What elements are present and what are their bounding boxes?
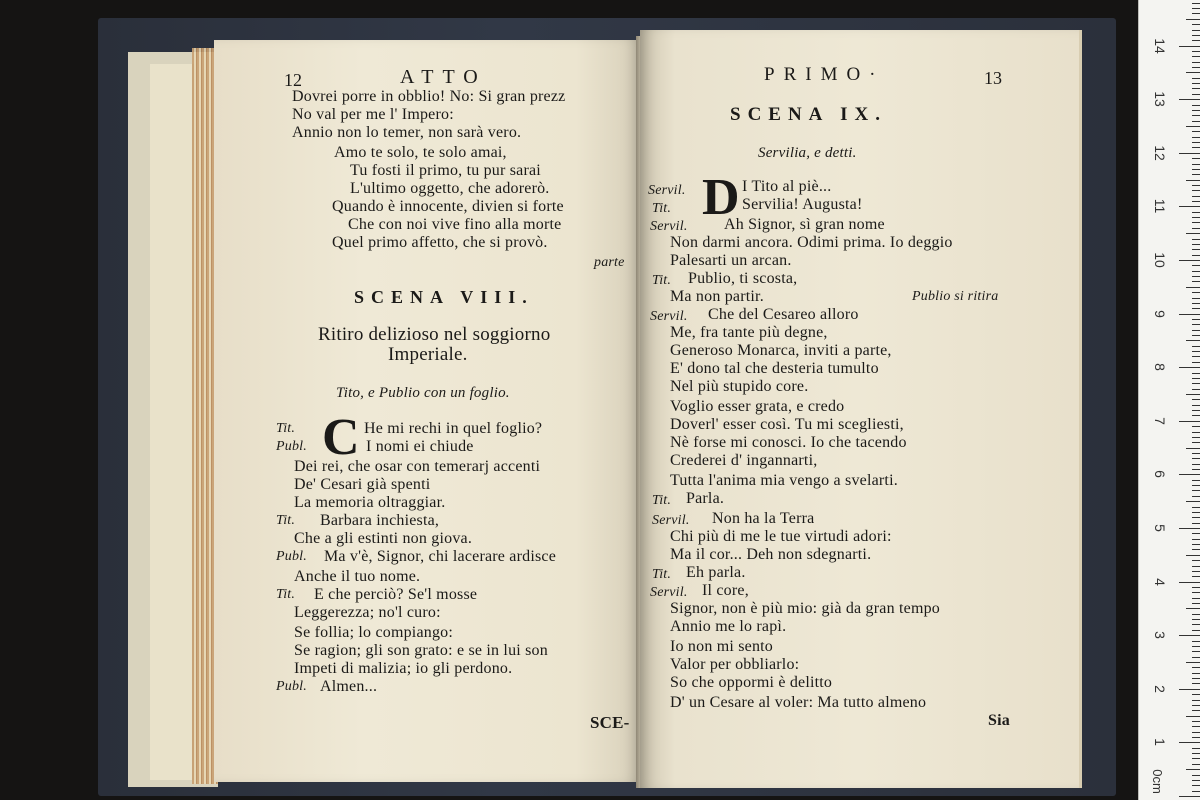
ruler-tick	[1186, 501, 1200, 502]
ruler-tick	[1192, 726, 1200, 727]
character-list: Servilia, e detti.	[758, 145, 857, 161]
dialogue-line: Nel più stupido core.	[670, 378, 809, 395]
ruler-tick	[1192, 351, 1200, 352]
ruler-tick	[1192, 239, 1200, 240]
ruler-tick	[1192, 147, 1200, 148]
ruler-tick	[1192, 758, 1200, 759]
ruler-tick	[1192, 566, 1200, 567]
ruler-tick	[1192, 335, 1200, 336]
speaker: Tit.	[276, 587, 296, 602]
dialogue-line: E che perciò? Se'l mosse	[314, 586, 478, 603]
ruler-tick	[1192, 469, 1200, 470]
ruler-tick	[1192, 373, 1200, 374]
ruler-tick	[1192, 8, 1200, 9]
speaker: Publ.	[276, 439, 307, 454]
ruler-tick	[1192, 657, 1200, 658]
ruler-tick	[1192, 383, 1200, 384]
speaker: Tit.	[276, 513, 296, 528]
ruler-tick	[1192, 651, 1200, 652]
ruler-tick	[1192, 791, 1200, 792]
scene-title: SCENA IX.	[730, 104, 887, 125]
running-header: PRIMO·	[764, 64, 885, 85]
ruler-tick	[1192, 121, 1200, 122]
ruler-tick	[1192, 619, 1200, 620]
ruler-tick	[1192, 137, 1200, 138]
ruler-number: 9	[1152, 309, 1168, 318]
dialogue-line: Impeti di malizia; io gli perdono.	[294, 660, 513, 677]
ruler-tick	[1192, 362, 1200, 363]
text-line: Che con noi vive fino alla morte	[348, 216, 562, 233]
catchword: Sia	[988, 712, 1010, 729]
ruler-tick	[1186, 233, 1200, 234]
dialogue-line: Ma non partir.	[670, 288, 764, 305]
ruler-tick	[1192, 646, 1200, 647]
dialogue-line: He mi rechi in quel foglio?	[364, 420, 543, 437]
ruler-number: 10	[1152, 252, 1168, 268]
text-line: Annio non lo temer, non sarà vero.	[292, 124, 522, 141]
ruler-tick	[1192, 24, 1200, 25]
dialogue-line: Voglio esser grata, e credo	[670, 398, 845, 415]
ruler-tick	[1192, 212, 1200, 213]
ruler-tick	[1192, 737, 1200, 738]
speaker: Publ.	[276, 549, 307, 564]
dialogue-line: Che del Cesareo alloro	[708, 306, 859, 323]
dialogue-line: Eh parla.	[686, 564, 746, 581]
ruler-tick	[1192, 748, 1200, 749]
dropcap: C	[322, 409, 360, 466]
running-header: ATTO	[400, 66, 487, 88]
dialogue-line: Nè forse mi conosci. Io che tacendo	[670, 434, 907, 451]
ruler-tick	[1192, 56, 1200, 57]
text-line: Dovrei porre in obblio! No: Si gran prezz	[292, 88, 566, 105]
ruler-tick	[1179, 796, 1200, 797]
ruler-tick	[1192, 110, 1200, 111]
ruler-tick	[1192, 641, 1200, 642]
dialogue-line: De' Cesari già spenti	[294, 476, 431, 493]
ruler-tick	[1192, 78, 1200, 79]
ruler-tick	[1192, 62, 1200, 63]
ruler-tick	[1192, 105, 1200, 106]
ruler-tick	[1192, 775, 1200, 776]
ruler-tick	[1186, 180, 1200, 181]
ruler-tick	[1192, 673, 1200, 674]
dialogue-line: Signor, non è più mio: già da gran tempo	[670, 600, 940, 617]
ruler-tick	[1179, 474, 1200, 475]
dialogue-line: Barbara inchiesta,	[320, 512, 440, 529]
ruler-tick	[1192, 624, 1200, 625]
text-line: Tu fosti il primo, tu pur sarai	[350, 162, 541, 179]
ruler-tick	[1192, 426, 1200, 427]
measuring-ruler	[1138, 0, 1200, 800]
dialogue-line: I Tito al piè...	[742, 178, 832, 195]
dialogue-line: Leggerezza; no'l curo:	[294, 604, 441, 621]
dialogue-line: Doverl' esser così. Tu mi scegliesti,	[670, 416, 904, 433]
ruler-tick	[1192, 785, 1200, 786]
dialogue-line: Anche il tuo nome.	[294, 568, 421, 585]
ruler-tick	[1179, 421, 1200, 422]
ruler-tick	[1192, 308, 1200, 309]
ruler-tick	[1192, 560, 1200, 561]
ruler-tick	[1192, 249, 1200, 250]
ruler-tick	[1192, 185, 1200, 186]
dialogue-line: Non ha la Terra	[712, 510, 815, 527]
dropcap: D	[702, 169, 740, 226]
ruler-tick	[1179, 46, 1200, 47]
ruler-tick	[1192, 298, 1200, 299]
ruler-tick	[1192, 667, 1200, 668]
ruler-tick	[1192, 721, 1200, 722]
dialogue-line: Crederei d' ingannarti,	[670, 452, 818, 469]
ruler-tick	[1192, 683, 1200, 684]
dialogue-line: Almen...	[320, 678, 378, 695]
dialogue-line: Dei rei, che osar con temerarj accenti	[294, 458, 541, 475]
ruler-tick	[1192, 51, 1200, 52]
ruler-tick	[1186, 287, 1200, 288]
ruler-tick	[1179, 635, 1200, 636]
ruler-tick	[1192, 496, 1200, 497]
ruler-tick	[1192, 464, 1200, 465]
ruler-tick	[1192, 694, 1200, 695]
ruler-tick	[1192, 378, 1200, 379]
catchword: SCE-	[590, 713, 630, 732]
ruler-number	[1152, 0, 1168, 5]
ruler-tick	[1179, 260, 1200, 261]
ruler-tick	[1192, 174, 1200, 175]
ruler-number: 2	[1152, 684, 1168, 693]
dialogue-line: Servilia! Augusta!	[742, 196, 863, 213]
ruler-tick	[1179, 314, 1200, 315]
ruler-tick	[1179, 367, 1200, 368]
ruler-tick	[1192, 592, 1200, 593]
ruler-number: 6	[1152, 470, 1168, 479]
text-line: Quando è innocente, divien si forte	[332, 198, 564, 215]
left-page	[214, 40, 640, 782]
ruler-tick	[1192, 571, 1200, 572]
dialogue-line: Ma il cor... Deh non sdegnarti.	[670, 546, 872, 563]
text-line: Amo te solo, te solo amai,	[334, 144, 507, 161]
ruler-unit: 0cm	[1149, 769, 1165, 794]
ruler-tick	[1192, 164, 1200, 165]
speaker: Tit.	[276, 421, 296, 436]
ruler-tick	[1186, 448, 1200, 449]
ruler-tick	[1192, 598, 1200, 599]
ruler-tick	[1192, 415, 1200, 416]
dialogue-line: Che a gli estinti non giova.	[294, 530, 473, 547]
dialogue-line: Generoso Monarca, inviti a parte,	[670, 342, 892, 359]
ruler-tick	[1179, 742, 1200, 743]
ruler-tick	[1192, 710, 1200, 711]
ruler-tick	[1192, 196, 1200, 197]
page-number: 13	[984, 68, 1002, 88]
ruler-tick	[1192, 442, 1200, 443]
ruler-number: 7	[1152, 416, 1168, 425]
ruler-tick	[1179, 99, 1200, 100]
dialogue-line: Ah Signor, sì gran nome	[724, 216, 885, 233]
setting-line: Ritiro delizioso nel soggiorno	[318, 324, 551, 345]
dialogue-line: D' un Cesare al voler: Ma tutto almeno	[670, 694, 927, 711]
ruler-tick	[1192, 115, 1200, 116]
ruler-tick	[1192, 539, 1200, 540]
dialogue-line: Publio, ti scosta,	[688, 270, 798, 287]
dialogue-line: Valor per obbliarlo:	[670, 656, 800, 673]
ruler-tick	[1192, 764, 1200, 765]
setting-line: Imperiale.	[388, 344, 468, 365]
ruler-tick	[1192, 523, 1200, 524]
speaker: Servil.	[650, 309, 688, 324]
ruler-tick	[1192, 303, 1200, 304]
dialogue-line: Ma v'è, Signor, chi lacerare ardisce	[324, 548, 557, 565]
ruler-number: 4	[1152, 577, 1168, 586]
ruler-tick	[1192, 255, 1200, 256]
scene-title: SCENA VIII.	[354, 287, 534, 307]
ruler-number: 12	[1152, 145, 1168, 161]
ruler-tick	[1192, 614, 1200, 615]
ruler-tick	[1179, 689, 1200, 690]
speaker: Tit.	[652, 493, 672, 508]
ruler-tick	[1192, 265, 1200, 266]
ruler-tick	[1192, 40, 1200, 41]
speaker: Publ.	[276, 679, 307, 694]
dialogue-line: La memoria oltraggiar.	[294, 494, 446, 511]
ruler-tick	[1186, 126, 1200, 127]
ruler-tick	[1186, 340, 1200, 341]
ruler-tick	[1192, 544, 1200, 545]
ruler-number: 1	[1152, 738, 1168, 747]
ruler-tick	[1192, 587, 1200, 588]
ruler-tick	[1186, 19, 1200, 20]
ruler-tick	[1192, 630, 1200, 631]
ruler-tick	[1192, 217, 1200, 218]
ruler-number: 14	[1152, 37, 1168, 54]
page-number: 12	[284, 70, 302, 90]
ruler-tick	[1192, 437, 1200, 438]
ruler-tick	[1192, 190, 1200, 191]
ruler-tick	[1192, 319, 1200, 320]
ruler-tick	[1192, 228, 1200, 229]
text-line: L'ultimo oggetto, che adorerò.	[350, 180, 550, 197]
dialogue-line: Chi più di me le tue virtudi adori:	[670, 528, 892, 545]
ruler-tick	[1192, 330, 1200, 331]
ruler-tick	[1186, 394, 1200, 395]
text-line: No val per me l' Impero:	[292, 106, 454, 123]
ruler-tick	[1192, 603, 1200, 604]
ruler-tick	[1192, 169, 1200, 170]
ruler-tick	[1192, 142, 1200, 143]
speaker: Servil.	[650, 585, 688, 600]
ruler-tick	[1192, 30, 1200, 31]
ruler-tick	[1192, 753, 1200, 754]
ruler-tick	[1192, 346, 1200, 347]
ruler-tick	[1192, 324, 1200, 325]
ruler-tick	[1192, 507, 1200, 508]
ruler-tick	[1192, 780, 1200, 781]
ruler-tick	[1192, 271, 1200, 272]
dialogue-line: Non darmi ancora. Odimi prima. Io deggio	[670, 234, 953, 251]
ruler-tick	[1192, 512, 1200, 513]
ruler-tick	[1186, 72, 1200, 73]
stage-direction: Publio si ritira	[912, 289, 999, 304]
ruler-tick	[1192, 244, 1200, 245]
ruler-tick	[1179, 582, 1200, 583]
speaker: Servil.	[652, 513, 690, 528]
ruler-tick	[1192, 485, 1200, 486]
dialogue-line: Se follia; lo compiango:	[294, 624, 453, 641]
ruler-tick	[1192, 83, 1200, 84]
ruler-tick	[1192, 453, 1200, 454]
ruler-tick	[1192, 432, 1200, 433]
dialogue-line: Me, fra tante più degne,	[670, 324, 828, 341]
ruler-tick	[1192, 490, 1200, 491]
text-line: Quel primo affetto, che si provò.	[332, 234, 548, 251]
ruler-tick	[1192, 705, 1200, 706]
dialogue-line: Parla.	[686, 490, 725, 507]
ruler-tick	[1192, 389, 1200, 390]
ruler-tick	[1192, 517, 1200, 518]
dialogue-line: So che oppormi è delitto	[670, 674, 833, 691]
dialogue-line: I nomi ei chiude	[366, 438, 474, 455]
ruler-tick	[1179, 153, 1200, 154]
ruler-tick	[1186, 716, 1200, 717]
ruler-tick	[1192, 67, 1200, 68]
speaker: Servil.	[650, 219, 688, 234]
ruler-number: 8	[1152, 363, 1168, 372]
ruler-tick	[1192, 276, 1200, 277]
ruler-tick	[1192, 131, 1200, 132]
ruler-tick	[1186, 608, 1200, 609]
ruler-tick	[1192, 458, 1200, 459]
right-page	[640, 30, 1082, 788]
ruler-tick	[1192, 158, 1200, 159]
dialogue-line: Tutta l'anima mia vengo a svelarti.	[670, 472, 898, 489]
speaker: Servil.	[648, 183, 686, 198]
stage-direction: parte	[594, 255, 625, 270]
ruler-tick	[1192, 576, 1200, 577]
ruler-tick	[1192, 410, 1200, 411]
ruler-tick	[1192, 700, 1200, 701]
flyleaf-inner	[150, 64, 194, 780]
speaker: Tit.	[652, 273, 672, 288]
ruler-number: 11	[1152, 199, 1168, 214]
ruler-tick	[1192, 549, 1200, 550]
ruler-tick	[1186, 555, 1200, 556]
ruler-tick	[1192, 480, 1200, 481]
ruler-tick	[1192, 356, 1200, 357]
dialogue-line: Se ragion; gli son grato: e se in lui son	[294, 642, 548, 659]
dialogue-line: Io non mi sento	[670, 638, 773, 655]
ruler-tick	[1192, 678, 1200, 679]
ruler-tick	[1192, 35, 1200, 36]
ruler-number: 3	[1152, 631, 1168, 640]
ruler-number: 13	[1152, 91, 1168, 107]
ruler-tick	[1192, 94, 1200, 95]
speaker: Tit.	[652, 201, 672, 216]
ruler-tick	[1192, 533, 1200, 534]
ruler-tick	[1192, 201, 1200, 202]
ruler-tick	[1186, 662, 1200, 663]
ruler-tick	[1192, 222, 1200, 223]
ruler-number: 5	[1152, 524, 1168, 532]
dialogue-line: Il core,	[702, 582, 749, 599]
ruler-tick	[1192, 399, 1200, 400]
ruler-tick	[1192, 281, 1200, 282]
ruler-tick	[1192, 13, 1200, 14]
dialogue-line: Annio me lo rapì.	[670, 618, 787, 635]
dialogue-line: Palesarti un arcan.	[670, 252, 792, 269]
ruler-tick	[1192, 88, 1200, 89]
ruler-tick	[1179, 528, 1200, 529]
ruler-tick	[1192, 732, 1200, 733]
speaker: Tit.	[652, 567, 672, 582]
ruler-tick	[1186, 769, 1200, 770]
character-list: Tito, e Publio con un foglio.	[336, 385, 510, 401]
ruler-tick	[1192, 292, 1200, 293]
ruler-tick	[1192, 3, 1200, 4]
dialogue-line: E' dono tal che desteria tumulto	[670, 360, 879, 377]
ruler-tick	[1192, 405, 1200, 406]
ruler-tick	[1179, 206, 1200, 207]
